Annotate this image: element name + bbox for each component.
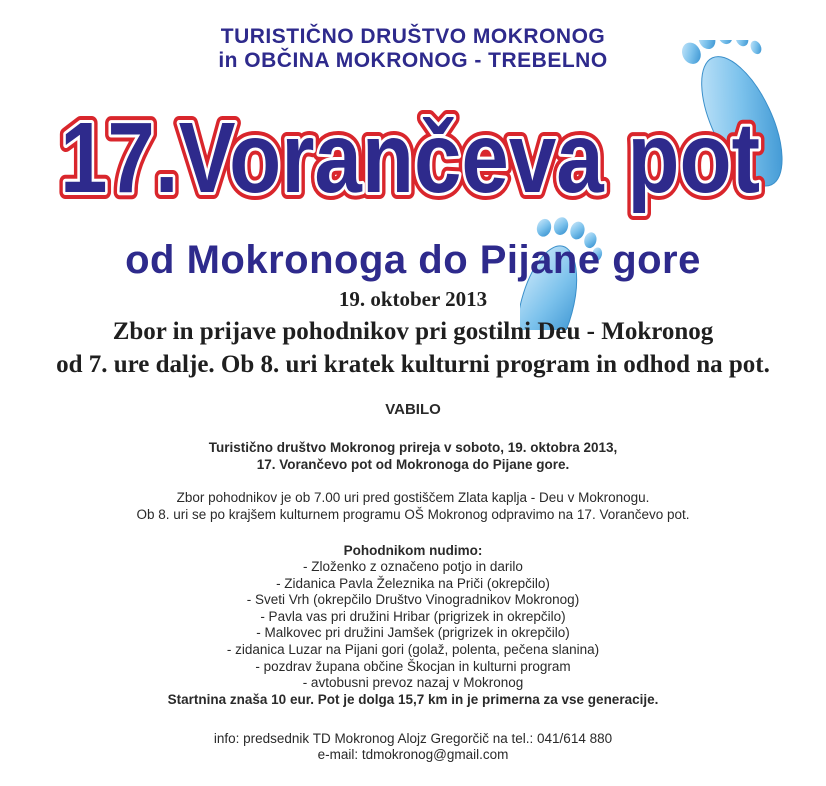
invitation-intro-line-2: 17. Vorančevo pot od Mokronoga do Pijane gore. xyxy=(256,457,570,472)
event-date: 19. oktober 2013 xyxy=(338,287,488,311)
list-item: - Sveti Vrh (okrepčilo Društvo Vinogradnikov Mokronog) xyxy=(246,592,580,608)
offer-list xyxy=(0,559,826,692)
list-item: - pozdrav župana občine Škocjan in kulturni program xyxy=(255,658,571,674)
event-title xyxy=(50,82,770,232)
list-item: - zidanica Luzar na Pijani gori (golaž, polenta, pečena slanina) xyxy=(226,641,600,657)
list-item: - Zidanica Pavla Železnika na Priči (okrepčilo) xyxy=(276,575,550,591)
list-item: - avtobusni prevoz nazaj v Mokronog xyxy=(302,675,524,691)
offer-heading: Pohodnikom nudimo: xyxy=(343,543,483,558)
invitation-intro-line-1: Turistično društvo Mokronog prireja v soboto, 19. oktobra 2013, xyxy=(208,440,618,455)
list-item: - Pavla vas pri družini Hribar (prigrizek in okrepčilo) xyxy=(260,608,566,624)
contact-info: info: predsednik TD Mokronog Alojz Gregorčič na tel.: 041/614 880 xyxy=(213,731,613,746)
organizer-line-2: in OBČINA MOKRONOG - TREBELNO xyxy=(218,49,608,72)
contact-email: e-mail: tdmokronog@gmail.com xyxy=(317,747,509,762)
invitation-heading: VABILO xyxy=(385,401,441,418)
list-item: - Zloženko z označeno potjo in darilo xyxy=(303,559,523,574)
entry-fee-note: Startnina znaša 10 eur. Pot je dolga 15,7 km in je primerna za vse generacije. xyxy=(167,692,659,707)
meeting-info-line-1: Zbor pohodnikov je ob 7.00 uri pred gostiščem Zlata kaplja - Deu v Mokronogu. xyxy=(176,490,650,505)
title-text: 17.Vorančeva pot xyxy=(60,102,760,214)
svg-text:17.Vorančeva pot: 17.Vorančeva pot xyxy=(60,102,760,214)
list-item: - Malkovec pri družini Jamšek (prigrizek in okrepčilo) xyxy=(256,625,570,641)
meeting-info-line-2: Ob 8. uri se po krajšem kulturnem programu OŠ Mokronog odpravimo na 17. Vorančevo pot. xyxy=(136,507,690,522)
gathering-line-1: Zbor in prijave pohodnikov pri gostilni Deu - Mokronog xyxy=(112,318,714,345)
svg-text:17.Vorančeva pot: 17.Vorančeva pot xyxy=(60,102,760,214)
organizer-line-1: TURISTIČNO DRUŠTVO MOKRONOG xyxy=(220,25,606,48)
event-subtitle: od Mokronoga do Pijane gore xyxy=(125,238,701,282)
gathering-line-2: od 7. ure dalje. Ob 8. uri kratek kulturni program in odhod na pot. xyxy=(56,351,770,378)
